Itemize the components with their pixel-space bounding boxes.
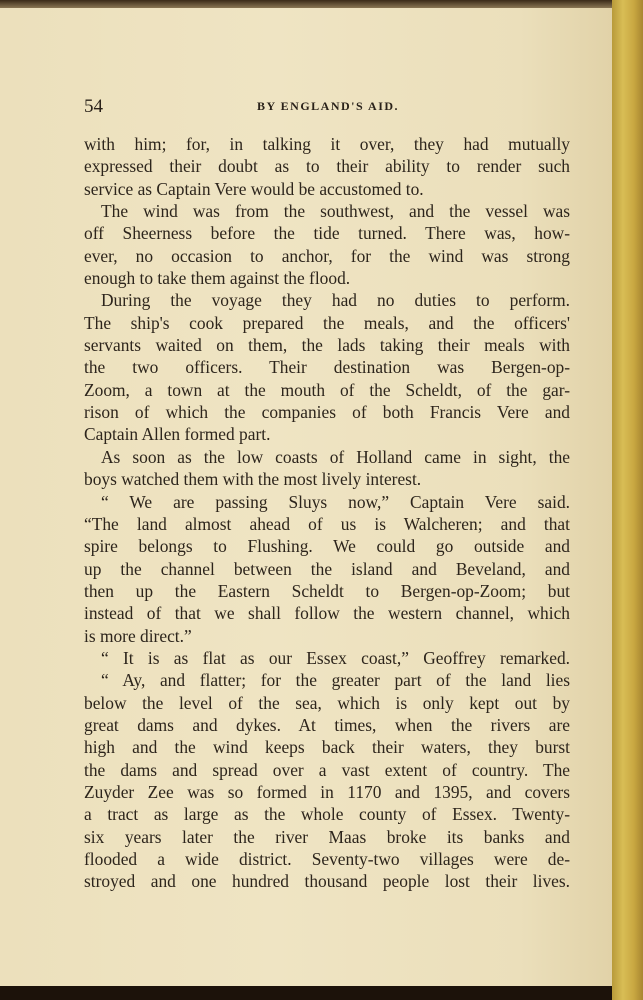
text-line: the two officers. Their destination was Bergen-op- bbox=[84, 357, 570, 378]
text-line: The ship's cook prepared the meals, and the officers' bbox=[84, 312, 570, 333]
page-edge-binding bbox=[612, 0, 643, 1000]
body-text bbox=[84, 133, 570, 893]
text-line: below the level of the sea, which is only kept out by bbox=[84, 692, 570, 713]
text-line: expressed their doubt as to their ability to render such bbox=[84, 156, 570, 177]
paragraph bbox=[84, 446, 570, 491]
text-line: off Sheerness before the tide turned. There was, how- bbox=[84, 223, 570, 244]
paragraph bbox=[84, 133, 570, 200]
paragraph bbox=[84, 491, 570, 647]
page-header bbox=[84, 96, 572, 120]
top-shadow bbox=[0, 0, 612, 8]
text-line: Captain Allen formed part. bbox=[84, 424, 271, 445]
text-line: “ It is as flat as our Essex coast,” Geoffrey remarked. bbox=[101, 647, 570, 668]
running-head: BY ENGLAND'S AID. bbox=[256, 99, 400, 113]
bottom-shadow bbox=[0, 986, 612, 1000]
text-line: rison of which the companies of both Francis Vere and bbox=[84, 402, 570, 423]
paragraph bbox=[84, 647, 570, 669]
page-number: 54 bbox=[84, 96, 103, 117]
text-line: “ We are passing Sluys now,” Captain Vere said. bbox=[101, 491, 570, 512]
text-line: The wind was from the southwest, and the vessel was bbox=[101, 201, 570, 222]
text-line: “The land almost ahead of us is Walcheren; and that bbox=[84, 513, 570, 534]
text-line: boys watched them with the most lively interest. bbox=[84, 469, 422, 490]
text-line: up the channel between the island and Beveland, and bbox=[84, 558, 570, 579]
text-line: high and the wind keeps back their waters, they burst bbox=[84, 737, 570, 758]
text-line: servants waited on them, the lads taking their meals with bbox=[84, 335, 570, 356]
text-line: ever, no occasion to anchor, for the wind was strong bbox=[84, 245, 570, 266]
text-line: six years later the river Maas broke its banks and bbox=[84, 826, 570, 847]
text-line: enough to take them against the flood. bbox=[84, 268, 351, 289]
text-line: then up the Eastern Scheldt to Bergen-op-Zoom; but bbox=[84, 580, 570, 601]
text-line: a tract as large as the whole county of Essex. Twenty- bbox=[84, 804, 570, 825]
text-line: “ Ay, and flatter; for the greater part of the land lies bbox=[101, 670, 570, 691]
text-line: great dams and dykes. At times, when the rivers are bbox=[84, 714, 570, 735]
text-line: the dams and spread over a vast extent of country. The bbox=[84, 759, 570, 780]
text-line: Zuyder Zee was so formed in 1170 and 1395, and covers bbox=[84, 781, 570, 802]
text-line: with him; for, in talking it over, they had mutually bbox=[84, 134, 570, 154]
text-line: instead of that we shall follow the western channel, which bbox=[84, 603, 570, 624]
paragraph bbox=[84, 200, 570, 289]
text-line: is more direct.” bbox=[84, 625, 192, 646]
text-line: stroyed and one hundred thousand people lost their lives. bbox=[84, 871, 570, 892]
text-line: Zoom, a town at the mouth of the Scheldt, of the gar- bbox=[84, 379, 570, 400]
text-line: spire belongs to Flushing. We could go outside and bbox=[84, 536, 570, 557]
paragraph bbox=[84, 669, 570, 892]
paragraph bbox=[84, 289, 570, 445]
text-line: As soon as the low coasts of Holland came in sight, the bbox=[101, 446, 570, 467]
text-line: flooded a wide district. Seventy-two villages were de- bbox=[84, 849, 570, 869]
text-line: During the voyage they had no duties to perform. bbox=[101, 290, 570, 311]
text-line: service as Captain Vere would be accustomed to. bbox=[84, 178, 424, 199]
